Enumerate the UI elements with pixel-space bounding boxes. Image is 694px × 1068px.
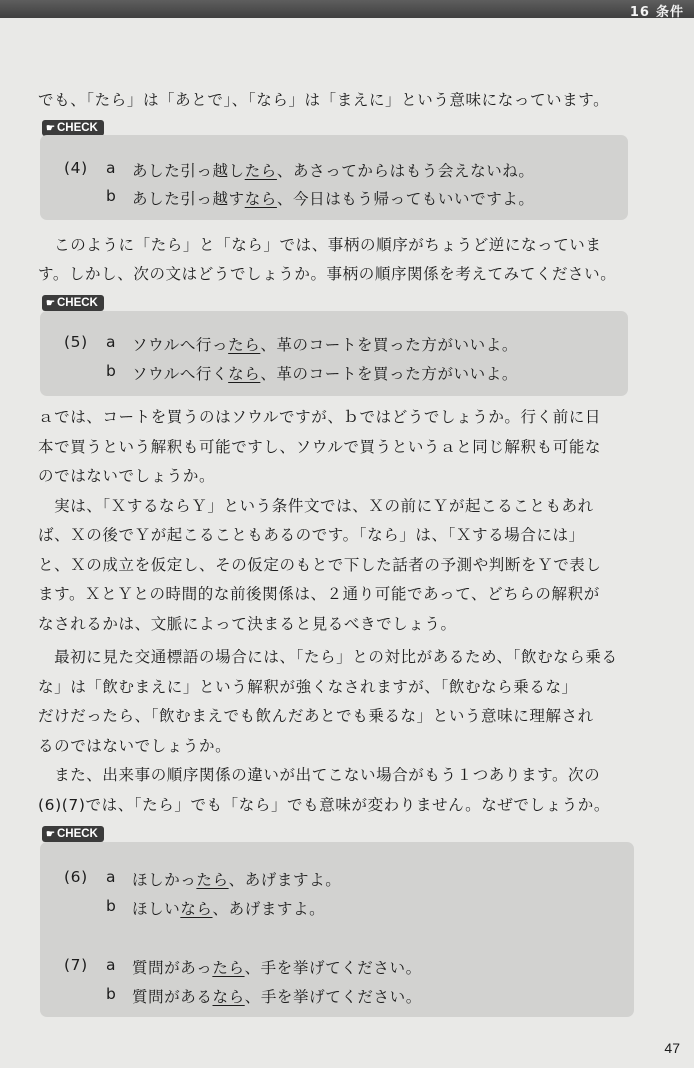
chapter-number: 16 [629,5,650,20]
paragraph-line: だけだったら、「飲むまえでも飲んだあとでも乗るな」という意味に理解され [38,707,594,725]
paragraph-line: 実は、「ＸするならＹ」という条件文では、Ｘの前にＹが起こることもあれ [38,497,594,515]
paragraph-line: なされるかは、文脈によって決まると見るべきでしょう。 [38,615,457,633]
paragraph-line: でも、「たら」は「あとで」、「なら」は「まえに」という意味になっています。 [38,91,610,109]
check-label: ☛ CHECK [42,295,104,311]
example-box-6-7: (6) a ほしかったら、あげますよ。 b ほしいなら、あげますよ。 (7) a 質問があったら、手を挙げてください。 b 質問があるなら、手を挙げてください。 [40,842,634,1017]
example-box-4: (4) a あした引っ越したら、あさってからはもう会えないね。 b あした引っ越すなら、今日はもう帰ってもいいですよ。 [40,135,628,220]
check-label: ☛ CHECK [42,120,104,136]
paragraph-line: す。しかし、次の文はどうでしょうか。事柄の順序関係を考えてみてください。 [38,265,617,283]
chapter-header [624,1,684,20]
chapter-header-bar [0,0,694,18]
paragraph-line: 本で買うという解釈も可能ですし、ソウルで買うというａと同じ解釈も可能な [38,438,602,456]
paragraph-line: また、出来事の順序関係の違いが出てこない場合がもう１つあります。次の [38,766,601,784]
paragraph-line: のではないでしょうか。 [38,467,216,485]
paragraph-line: ａでは、コートを買うのはソウルですが、ｂではどうでしょうか。行く前に日 [38,408,602,426]
paragraph-line: な」は「飲むまえに」という解釈が強くなされますが、「飲むなら乗るな」 [38,678,578,696]
example-box-5: (5) a ソウルへ行ったら、革のコートを買った方がいいよ。 b ソウルへ行くなら、革のコートを買った方がいいよ。 [40,311,628,396]
paragraph-line: 最初に見た交通標語の場合には、「たら」との対比があるため、「飲むなら乗る [38,648,618,666]
pointing-hand-icon: ☛ [46,298,55,309]
pointing-hand-icon: ☛ [46,123,55,134]
page-number: 47 [664,1040,680,1056]
chapter-title: 条件 [655,5,684,20]
paragraph-line: ば、Ｘの後でＹが起こることもあるのです。「なら」は、「Ｘする場合には」 [38,526,585,544]
pointing-hand-icon: ☛ [46,829,55,840]
paragraph-line: るのではないでしょうか。 [38,737,232,755]
paragraph-line: このように「たら」と「なら」では、事柄の順序がちょうど逆になっていま [38,236,602,254]
paragraph-line: と、Ｘの成立を仮定し、その仮定のもとで下した話者の予測や判断をＹで表し [38,556,602,574]
paragraph-line: ます。ＸとＹとの時間的な前後関係は、２通り可能であって、どちらの解釈が [38,585,600,603]
check-label: ☛ CHECK [42,826,104,842]
paragraph-line: (6)(7)では、「たら」でも「なら」でも意味が変わりません。なぜでしょうか。 [38,796,610,814]
